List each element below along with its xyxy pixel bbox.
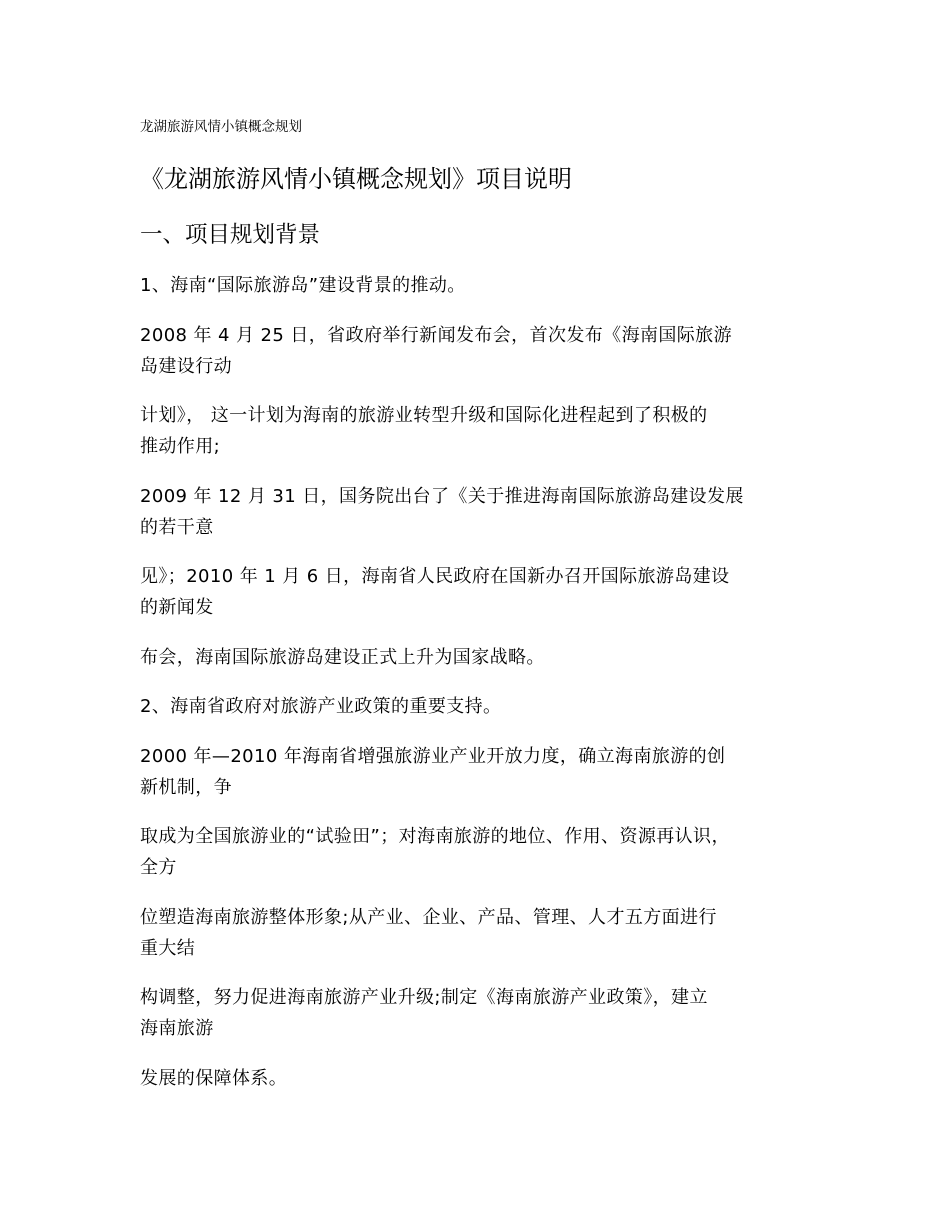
- document-title: 《龙湖旅游风情小镇概念规划》项目说明: [140, 165, 572, 193]
- paragraph-5: [140, 561, 840, 623]
- paragraph-line: 构调整，努力促进海南旅游产业升级;制定《海南旅游产业政策》，建立: [140, 987, 708, 1008]
- paragraph-3: [140, 400, 840, 462]
- paragraph-line: 重大结: [140, 938, 196, 959]
- paragraph-10: [140, 902, 840, 964]
- paragraph-line: 位塑造海南旅游整体形象;从产业、企业、产品、管理、人才五方面进行: [140, 907, 717, 928]
- paragraph-line: 见》；2010 年 1 月 6 日，海南省人民政府在国新办召开国际旅游岛建设: [140, 566, 730, 587]
- paragraph-7: [140, 691, 840, 722]
- page-header: 龙湖旅游风情小镇概念规划: [140, 119, 302, 135]
- section-heading: 一、项目规划背景: [140, 222, 321, 248]
- paragraph-line: 推动作用;: [140, 436, 221, 457]
- paragraph-line: 计划》， 这一计划为海南的旅游业转型升级和国际化进程起到了积极的: [140, 405, 708, 426]
- paragraph-12: [140, 1063, 840, 1094]
- paragraph-11: [140, 982, 840, 1044]
- paragraph-6: [140, 642, 840, 673]
- paragraph-line: 的若干意: [140, 517, 214, 538]
- paragraph-line: 岛建设行动: [140, 356, 232, 377]
- paragraph-line: 2009 年 12 月 31 日，国务院出台了《关于推进海南国际旅游岛建设发展: [140, 486, 744, 507]
- paragraph-line: 海南旅游: [140, 1018, 214, 1039]
- paragraph-line: 1、海南“国际旅游岛”建设背景的推动。: [140, 275, 466, 296]
- paragraph-1: [140, 270, 840, 301]
- paragraph-2: [140, 320, 840, 382]
- paragraph-line: 发展的保障体系。: [140, 1068, 288, 1089]
- paragraph-line: 取成为全国旅游业的“试验田”；对海南旅游的地位、作用、资源再认识，: [140, 826, 730, 847]
- paragraph-line: 全方: [140, 857, 177, 878]
- paragraph-4: [140, 481, 840, 543]
- paragraph-line: 新机制，争: [140, 777, 232, 798]
- paragraph-line: 2008 年 4 月 25 日，省政府举行新闻发布会，首次发布《海南国际旅游: [140, 325, 732, 346]
- paragraph-8: [140, 741, 840, 803]
- paragraph-line: 的新闻发: [140, 597, 214, 618]
- paragraph-9: [140, 821, 840, 883]
- paragraph-line: 2000 年—2010 年海南省增强旅游业产业开放力度，确立海南旅游的创: [140, 746, 726, 767]
- paragraph-line: 布会，海南国际旅游岛建设正式上升为国家战略。: [140, 647, 545, 668]
- paragraph-line: 2、海南省政府对旅游产业政策的重要支持。: [140, 696, 502, 717]
